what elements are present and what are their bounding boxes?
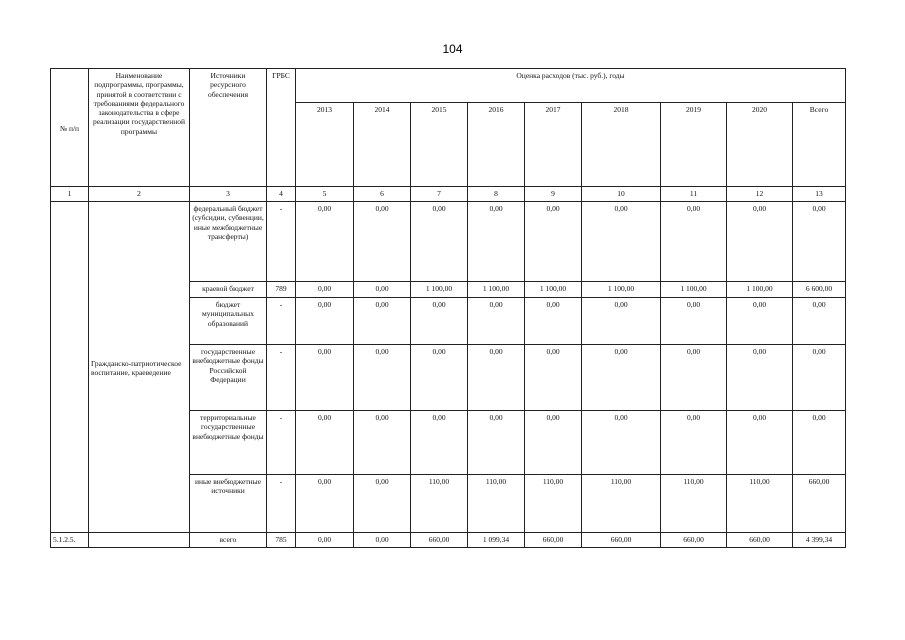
- value-cell: 110,00: [661, 475, 727, 533]
- value-cell: 0,00: [411, 202, 468, 282]
- value-cell: 0,00: [661, 202, 727, 282]
- value-cell: 0,00: [354, 475, 411, 533]
- value-cell: 0,00: [296, 411, 354, 475]
- header-name: Наименование подпрограммы, программы, принятой в соответствии с требованиями федерального законодательства в сфере реализации государственной программы: [89, 69, 190, 187]
- value-cell: 0,00: [793, 411, 846, 475]
- header-source: Источники ресурсного обеспечения: [190, 69, 267, 187]
- row-num-empty: [51, 202, 89, 533]
- grbs-code: -: [267, 411, 296, 475]
- value-cell: 0,00: [296, 202, 354, 282]
- funding-source: бюджет муниципальных образований: [190, 298, 267, 345]
- funding-source: иные внебюджетные источники: [190, 475, 267, 533]
- value-cell: 0,00: [793, 345, 846, 411]
- value-cell: 0,00: [525, 345, 582, 411]
- value-cell: 660,00: [727, 533, 793, 548]
- value-cell: 0,00: [793, 298, 846, 345]
- column-number: 3: [190, 187, 267, 202]
- funding-source: государственные внебюджетные фонды Российской Федерации: [190, 345, 267, 411]
- grbs-code: -: [267, 475, 296, 533]
- value-cell: 0,00: [354, 298, 411, 345]
- value-cell: 0,00: [296, 533, 354, 548]
- column-number: 4: [267, 187, 296, 202]
- grbs-code: 789: [267, 282, 296, 298]
- value-cell: 1 100,00: [582, 282, 661, 298]
- grbs-code: -: [267, 298, 296, 345]
- program-name: Гражданско-патриотическое воспитание, краеведение: [89, 202, 190, 533]
- header-year: 2016: [468, 103, 525, 187]
- header-year: 2018: [582, 103, 661, 187]
- value-cell: 0,00: [468, 345, 525, 411]
- header-num: № п/п: [51, 69, 89, 187]
- value-cell: 0,00: [296, 298, 354, 345]
- value-cell: 0,00: [661, 411, 727, 475]
- header-total: Всего: [793, 103, 846, 187]
- empty-cell: [89, 533, 190, 548]
- value-cell: 1 100,00: [411, 282, 468, 298]
- value-cell: 110,00: [468, 475, 525, 533]
- column-number: 6: [354, 187, 411, 202]
- column-number: 1: [51, 187, 89, 202]
- value-cell: 660,00: [411, 533, 468, 548]
- value-cell: 4 399,34: [793, 533, 846, 548]
- column-number: 11: [661, 187, 727, 202]
- value-cell: 660,00: [525, 533, 582, 548]
- funding-source: всего: [190, 533, 267, 548]
- value-cell: 0,00: [727, 298, 793, 345]
- value-cell: 110,00: [411, 475, 468, 533]
- value-cell: 110,00: [727, 475, 793, 533]
- value-cell: 1 099,34: [468, 533, 525, 548]
- value-cell: 0,00: [354, 282, 411, 298]
- value-cell: 1 100,00: [525, 282, 582, 298]
- value-cell: 0,00: [296, 282, 354, 298]
- value-cell: 0,00: [525, 411, 582, 475]
- value-cell: 1 100,00: [468, 282, 525, 298]
- value-cell: 0,00: [411, 345, 468, 411]
- value-cell: 110,00: [582, 475, 661, 533]
- value-cell: 1 100,00: [727, 282, 793, 298]
- total-row: [51, 533, 846, 548]
- column-number: 8: [468, 187, 525, 202]
- grbs-code: -: [267, 202, 296, 282]
- header-year: 2017: [525, 103, 582, 187]
- header-year: 2019: [661, 103, 727, 187]
- column-number: 2: [89, 187, 190, 202]
- column-number: 9: [525, 187, 582, 202]
- grbs-code: 785: [267, 533, 296, 548]
- value-cell: 0,00: [525, 202, 582, 282]
- header-year: 2014: [354, 103, 411, 187]
- value-cell: 6 600,00: [793, 282, 846, 298]
- value-cell: 0,00: [354, 411, 411, 475]
- value-cell: 0,00: [468, 298, 525, 345]
- header-year: 2013: [296, 103, 354, 187]
- value-cell: 660,00: [582, 533, 661, 548]
- value-cell: 0,00: [727, 202, 793, 282]
- value-cell: 660,00: [661, 533, 727, 548]
- funding-source: федеральный бюджет (субсидии, субвенции, иные межбюджетные трансферты): [190, 202, 267, 282]
- value-cell: 0,00: [727, 411, 793, 475]
- value-cell: 0,00: [582, 345, 661, 411]
- value-cell: 0,00: [354, 202, 411, 282]
- column-number: 5: [296, 187, 354, 202]
- column-number: 7: [411, 187, 468, 202]
- funding-source: краевой бюджет: [190, 282, 267, 298]
- expenses-table: [50, 68, 846, 548]
- column-number: 10: [582, 187, 661, 202]
- value-cell: 0,00: [468, 202, 525, 282]
- header-grbs: ГРБС: [267, 69, 296, 187]
- header-year: 2015: [411, 103, 468, 187]
- value-cell: 0,00: [296, 475, 354, 533]
- value-cell: 1 100,00: [661, 282, 727, 298]
- page-number: 104: [442, 42, 463, 56]
- column-number: 13: [793, 187, 846, 202]
- value-cell: 0,00: [582, 298, 661, 345]
- value-cell: 0,00: [793, 202, 846, 282]
- column-number: 12: [727, 187, 793, 202]
- value-cell: 0,00: [582, 411, 661, 475]
- header-cost: Оценка расходов (тыс. руб.), годы: [296, 69, 846, 103]
- value-cell: 660,00: [793, 475, 846, 533]
- funding-source: территориальные государственные внебюджетные фонды: [190, 411, 267, 475]
- value-cell: 0,00: [468, 411, 525, 475]
- grbs-code: -: [267, 345, 296, 411]
- value-cell: 0,00: [582, 202, 661, 282]
- value-cell: 0,00: [411, 298, 468, 345]
- table-row: [51, 202, 846, 282]
- header-year: 2020: [727, 103, 793, 187]
- row-num: 5.1.2.5.: [51, 533, 89, 548]
- value-cell: 0,00: [727, 345, 793, 411]
- value-cell: 0,00: [411, 411, 468, 475]
- value-cell: 0,00: [354, 533, 411, 548]
- value-cell: 0,00: [661, 345, 727, 411]
- value-cell: 0,00: [661, 298, 727, 345]
- value-cell: 0,00: [296, 345, 354, 411]
- value-cell: 0,00: [525, 298, 582, 345]
- value-cell: 110,00: [525, 475, 582, 533]
- value-cell: 0,00: [354, 345, 411, 411]
